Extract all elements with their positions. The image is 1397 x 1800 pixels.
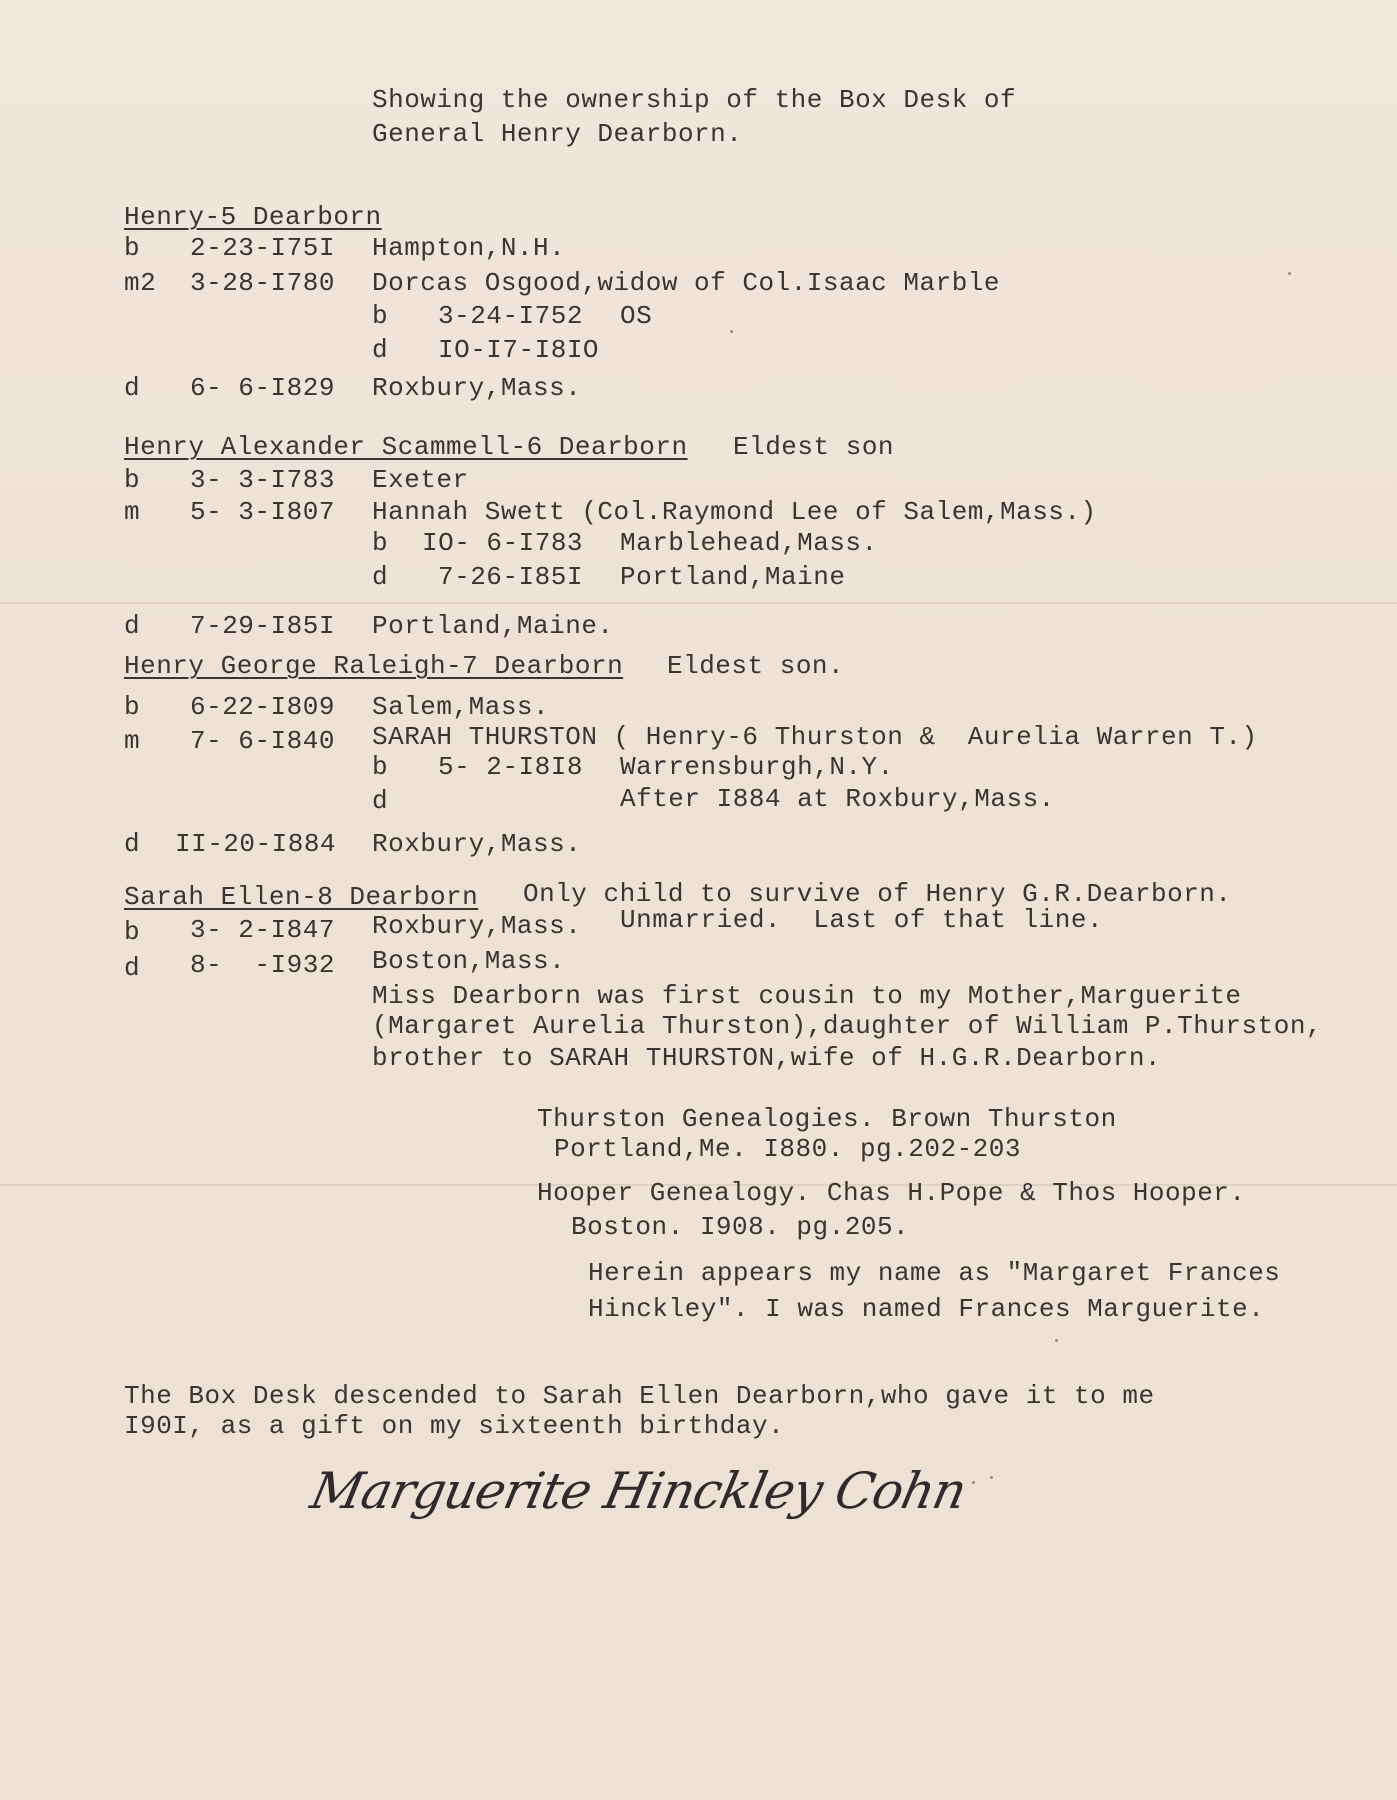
gen6-death-place: Portland,Maine. [372, 611, 614, 641]
closing-line-1: The Box Desk descended to Sarah Ellen Dearborn,who gave it to me [124, 1381, 1155, 1411]
name-note-line-2: Hinckley". I was named Frances Marguerite. [588, 1294, 1265, 1324]
gen6-marriage-text: Hannah Swett (Col.Raymond Lee of Salem,Mass.) [372, 497, 1097, 527]
paper-fold-line [0, 602, 1397, 604]
gen8-death-date: 8- -I932 [190, 950, 335, 980]
gen7-death-place: Roxbury,Mass. [372, 829, 582, 859]
gen6-death-label: d [124, 611, 141, 641]
name-note-line-1: Herein appears my name as "Margaret Frances [588, 1258, 1281, 1288]
reference-2-details: Boston. I908. pg.205. [571, 1212, 910, 1242]
reference-1-title: Thurston Genealogies. Brown Thurston [537, 1104, 1117, 1134]
gen8-death-place: Boston,Mass. [372, 946, 566, 976]
gen5-birth-label: b [124, 233, 141, 263]
gen5-spouse-death-label: d [372, 335, 389, 365]
gen5-name: Henry-5 Dearborn [124, 202, 382, 232]
gen6-spouse-birth-place: Marblehead,Mass. [620, 528, 878, 558]
gen7-marriage-text: SARAH THURSTON ( Henry-6 Thurston & Aurelia Warren T.) [372, 722, 1258, 752]
gen6-birth-date: 3- 3-I783 [190, 465, 335, 495]
ink-speck [1288, 272, 1291, 275]
gen5-death-label: d [124, 373, 141, 403]
closing-line-2: I90I, as a gift on my sixteenth birthday. [124, 1411, 785, 1441]
gen6-spouse-death-label: d [372, 562, 389, 592]
gen7-birth-place: Salem,Mass. [372, 692, 550, 722]
gen8-note: Only child to survive of Henry G.R.Dearborn. [523, 879, 1232, 909]
gen5-marriage-text: Dorcas Osgood,widow of Col.Isaac Marble [372, 268, 1000, 298]
gen8-name: Sarah Ellen-8 Dearborn [124, 882, 479, 912]
gen6-spouse-birth-date: IO- 6-I783 [422, 528, 584, 558]
gen8-birth-date: 3- 2-I847 [190, 915, 335, 945]
gen8-death-label: d [124, 953, 141, 983]
gen7-death-date: II-20-I884 [175, 829, 337, 859]
gen5-spouse-death-date: IO-I7-I8IO [438, 335, 600, 365]
gen7-spouse-birth-place: Warrensburgh,N.Y. [620, 752, 894, 782]
heading-line-1: Showing the ownership of the Box Desk of [372, 85, 1017, 115]
gen6-birth-place: Exeter [372, 465, 469, 495]
reference-1-details: Portland,Me. I880. pg.202-203 [554, 1134, 1021, 1164]
gen8-birth-label: b [124, 917, 141, 947]
gen6-spouse-birth-label: b [372, 528, 389, 558]
ink-speck [1055, 1339, 1058, 1342]
gen7-birth-date: 6-22-I809 [190, 692, 335, 722]
gen5-birth-place: Hampton,N.H. [372, 233, 566, 263]
heading-line-2: General Henry Dearborn. [372, 119, 743, 149]
gen8-birth-extra: Unmarried. Last of that line. [620, 905, 1104, 935]
gen5-marriage-label: m2 [124, 268, 157, 298]
gen5-spouse-birth-label: b [372, 301, 389, 331]
gen6-spouse-death-place: Portland,Maine [620, 562, 846, 592]
gen6-spouse-death-date: 7-26-I85I [438, 562, 583, 592]
gen5-birth-date: 2-23-I75I [190, 233, 335, 263]
gen6-marriage-date: 5- 3-I807 [190, 497, 335, 527]
gen8-paragraph-line-2: (Margaret Aurelia Thurston),daughter of William P.Thurston, [372, 1011, 1323, 1041]
gen7-name: Henry George Raleigh-7 Dearborn [124, 651, 624, 681]
gen7-spouse-death-label: d [372, 786, 389, 816]
gen6-note: Eldest son [733, 432, 895, 462]
gen6-marriage-label: m [124, 497, 141, 527]
gen5-spouse-birth-note: OS [620, 301, 653, 331]
gen5-death-date: 6- 6-I829 [190, 373, 335, 403]
gen8-birth-place: Roxbury,Mass. [372, 911, 582, 941]
gen8-paragraph-line-3: brother to SARAH THURSTON,wife of H.G.R.Dearborn. [372, 1043, 1162, 1073]
gen7-marriage-label: m [124, 726, 141, 756]
gen5-spouse-birth-date: 3-24-I752 [438, 301, 583, 331]
gen6-death-date: 7-29-I85I [190, 611, 335, 641]
gen8-paragraph-line-1: Miss Dearborn was first cousin to my Mother,Marguerite [372, 981, 1242, 1011]
gen7-note: Eldest son. [667, 651, 845, 681]
handwritten-signature: Marguerite Hinckley Cohn [305, 1462, 971, 1520]
gen7-birth-label: b [124, 692, 141, 722]
gen7-spouse-birth-label: b [372, 752, 389, 782]
ink-speck [990, 1476, 993, 1479]
gen7-marriage-date: 7- 6-I840 [190, 726, 335, 756]
gen7-death-label: d [124, 829, 141, 859]
gen7-spouse-death-place: After I884 at Roxbury,Mass. [620, 784, 1055, 814]
ink-speck [972, 1481, 975, 1484]
reference-2-title: Hooper Genealogy. Chas H.Pope & Thos Hooper. [537, 1178, 1246, 1208]
gen6-birth-label: b [124, 465, 141, 495]
ink-speck [730, 330, 733, 333]
gen6-name: Henry Alexander Scammell-6 Dearborn [124, 432, 688, 462]
gen5-marriage-date: 3-28-I780 [190, 268, 335, 298]
gen5-death-place: Roxbury,Mass. [372, 373, 582, 403]
gen7-spouse-birth-date: 5- 2-I8I8 [438, 752, 583, 782]
